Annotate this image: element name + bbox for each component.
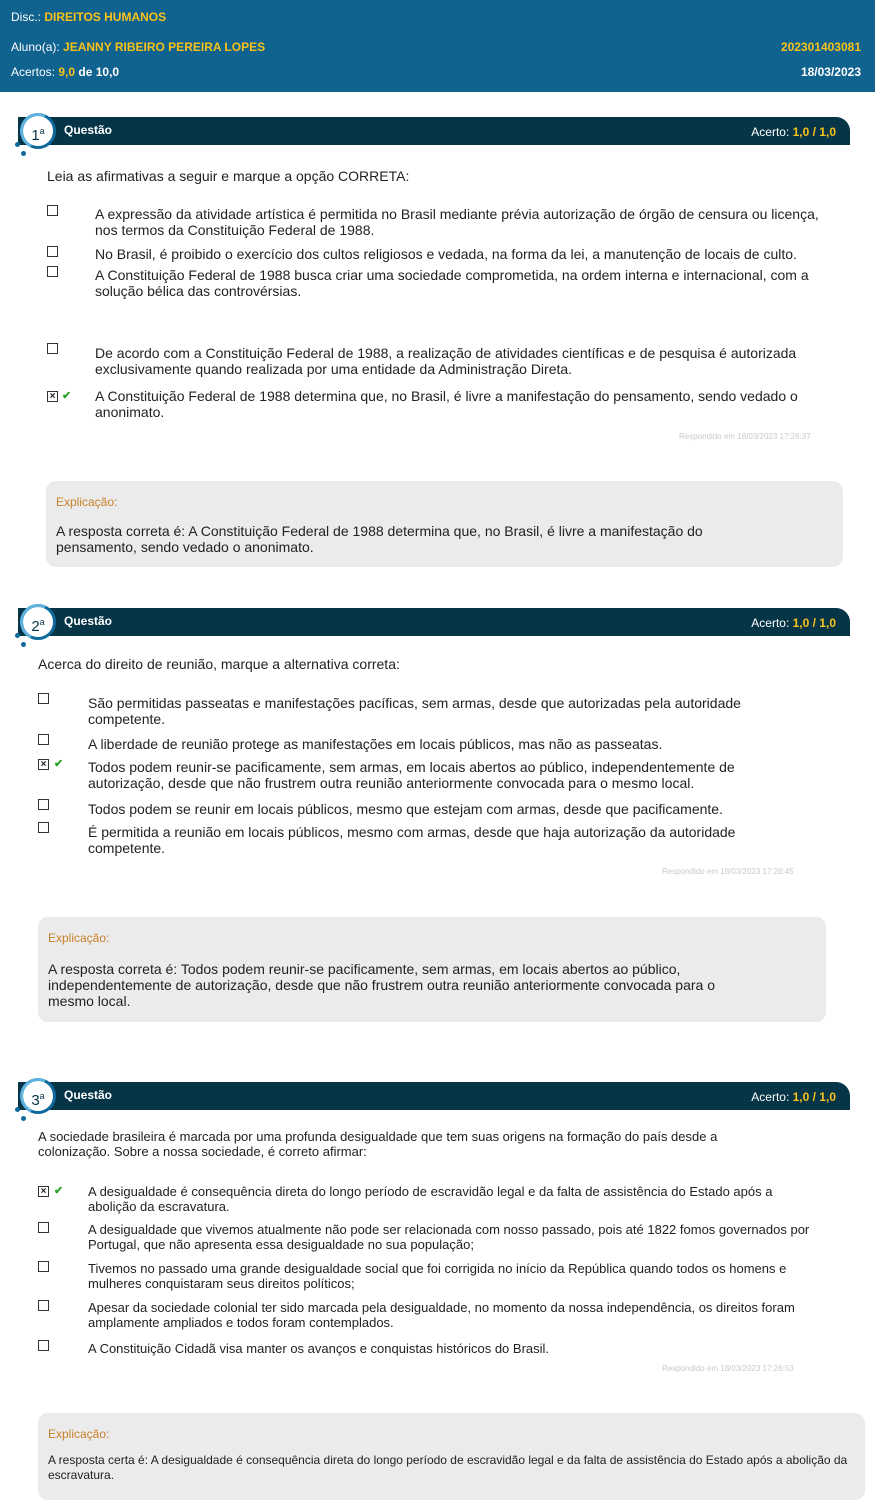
option-checkbox[interactable] <box>47 266 58 277</box>
explanation-text: A resposta certa é: A desigualdade é consequência direta do longo período de escravidão legal e da falta de assistência do Estado após a abolição da escravatura. <box>48 1453 848 1482</box>
option-checkbox[interactable] <box>38 1340 49 1351</box>
explanation-box <box>46 481 843 567</box>
score-row <box>11 64 861 80</box>
question-bar <box>18 608 850 636</box>
option-text: A Constituição Federal de 1988 busca criar uma sociedade comprometida, na ordem interna e internacional, com a solução bélica das controvérsias. <box>95 267 809 299</box>
question-score: Acerto: 1,0 / 1,0 <box>751 1090 836 1104</box>
exam-date: 18/03/2023 <box>800 65 861 79</box>
question-number-badge: 1$^a$ <box>20 113 56 149</box>
option-checkbox[interactable] <box>47 205 58 216</box>
option-text: A Constituição Cidadã visa manter os avanços e conquistas históricos do Brasil. <box>88 1341 550 1356</box>
option-text: É permitida a reunião em locais públicos, mesmo com armas, desde que haja autorização da autoridade competente. <box>88 824 736 856</box>
question-score: Acerto: 1,0 / 1,0 <box>751 616 836 630</box>
student-id: 202301403081 <box>780 40 861 54</box>
correct-check-icon: ✔ <box>54 1185 64 1197</box>
question-score: Acerto: 1,0 / 1,0 <box>751 125 836 139</box>
option-checkbox[interactable] <box>38 1222 49 1233</box>
discipline-label: Disc.: <box>11 10 41 24</box>
option-text: Apesar da sociedade colonial ter sido marcada pela desigualdade, no momento da nossa independência, os direitos foram amplamente ampliados e todos foram contemplados. <box>88 1300 795 1330</box>
option-checkbox-selected[interactable]: × <box>38 759 49 770</box>
question-statement: A sociedade brasileira é marcada por uma profunda desigualdade que tem suas origens na formação do país desde a colonização. Sobre a nossa sociedade, é correto afirmar: <box>38 1129 718 1159</box>
option-text: No Brasil, é proibido o exercício dos cultos religiosos e vedada, na forma da lei, a manutenção de locais de culto. <box>95 246 797 262</box>
option-checkbox-selected[interactable]: × <box>47 391 58 402</box>
option-checkbox[interactable] <box>38 1300 49 1311</box>
student-name: JEANNY RIBEIRO PEREIRA LOPES <box>63 40 266 54</box>
option-checkbox[interactable] <box>47 246 58 257</box>
option-checkbox[interactable] <box>38 822 49 833</box>
explanation-text: A resposta correta é: A Constituição Federal de 1988 determina que, no Brasil, é livre a manifestação do pensamento, sendo vedado o anonimato. <box>56 523 703 555</box>
explanation-label: Explicação: <box>48 931 110 945</box>
explanation-box <box>38 1413 865 1500</box>
question-number-badge: 2$^a$ <box>20 604 56 640</box>
question-bar <box>18 1082 850 1110</box>
explanation-label: Explicação: <box>56 495 118 509</box>
option-checkbox[interactable] <box>38 734 49 745</box>
option-text: A Constituição Federal de 1988 determina que, no Brasil, é livre a manifestação do pensamento, sendo vedado o anonimato. <box>95 388 798 420</box>
responded-timestamp: Respondido em 18/03/2023 17:26:53 <box>662 1364 794 1373</box>
option-text: De acordo com a Constituição Federal de 1988, a realização de atividades científicas e de pesquisa é autorizada exclusivamente quando realizada por uma entidade da Administração Direta. <box>95 345 797 377</box>
option-checkbox-selected[interactable]: × <box>38 1186 49 1197</box>
question-title: Questão <box>64 1088 113 1102</box>
exam-header <box>0 0 875 92</box>
option-checkbox[interactable] <box>47 343 58 354</box>
discipline-row <box>11 9 861 25</box>
option-text: A liberdade de reunião protege as manifestações em locais públicos, mas não as passeatas. <box>88 736 663 752</box>
option-text: Tivemos no passado uma grande desigualdade social que foi corrigida no início da República quando todos os homens e mulheres conquistaram seus direitos políticos; <box>88 1261 787 1291</box>
option-checkbox[interactable] <box>38 1261 49 1272</box>
question-number-badge: 3$^a$ <box>20 1078 56 1114</box>
question-bar <box>18 117 850 145</box>
explanation-label: Explicação: <box>48 1427 110 1441</box>
question-title: Questão <box>64 123 113 137</box>
score-value: 9,0 <box>58 65 76 79</box>
option-text: São permitidas passeatas e manifestações pacíficas, sem armas, desde que autorizadas pela autoridade competente. <box>88 695 741 727</box>
option-text: A expressão da atividade artística é permitida no Brasil mediante prévia autorização de órgão de censura ou licença, nos termos da Constituição Federal de 1988. <box>95 206 819 238</box>
correct-check-icon: ✔ <box>54 758 64 770</box>
explanation-text: A resposta correta é: Todos podem reunir-se pacificamente, sem armas, em locais abertos ao público, independentemente de autorização, desde que não frustrem outra reunião anteriormente convocada para o mesmo local. <box>48 961 716 1009</box>
option-text: Todos podem se reunir em locais públicos, mesmo que estejam com armas, desde que pacificamente. <box>88 801 723 817</box>
score-total: de 10,0 <box>78 65 120 79</box>
correct-check-icon: ✔ <box>62 390 72 402</box>
option-checkbox[interactable] <box>38 799 49 810</box>
option-text: A desigualdade que vivemos atualmente não pode ser relacionada com nosso passado, pois até 1822 fomos governados por Portugal, que não apresenta essa desigualdade no sua população; <box>88 1222 810 1252</box>
score-label: Acertos: <box>11 65 56 79</box>
question-statement: Acerca do direito de reunião, marque a alternativa correta: <box>38 656 400 672</box>
student-label: Aluno(a): <box>11 40 60 54</box>
option-text: Todos podem reunir-se pacificamente, sem armas, em locais abertos ao público, independentemente de autorização, desde que não frustrem outra reunião anteriormente convocada para o mesmo local. <box>88 759 735 791</box>
responded-timestamp: Respondido em 18/03/2023 17:26:37 <box>679 432 811 441</box>
question-statement: Leia as afirmativas a seguir e marque a opção CORRETA: <box>47 168 410 184</box>
option-text: A desigualdade é consequência direta do longo período de escravidão legal e da falta de assistência do Estado após a abolição da escravatura. <box>88 1184 773 1214</box>
explanation-box <box>38 917 826 1022</box>
student-row <box>11 39 861 55</box>
option-checkbox[interactable] <box>38 693 49 704</box>
question-title: Questão <box>64 614 113 628</box>
discipline-value: DIREITOS HUMANOS <box>44 10 167 24</box>
responded-timestamp: Respondido em 18/03/2023 17:26:45 <box>662 867 794 876</box>
